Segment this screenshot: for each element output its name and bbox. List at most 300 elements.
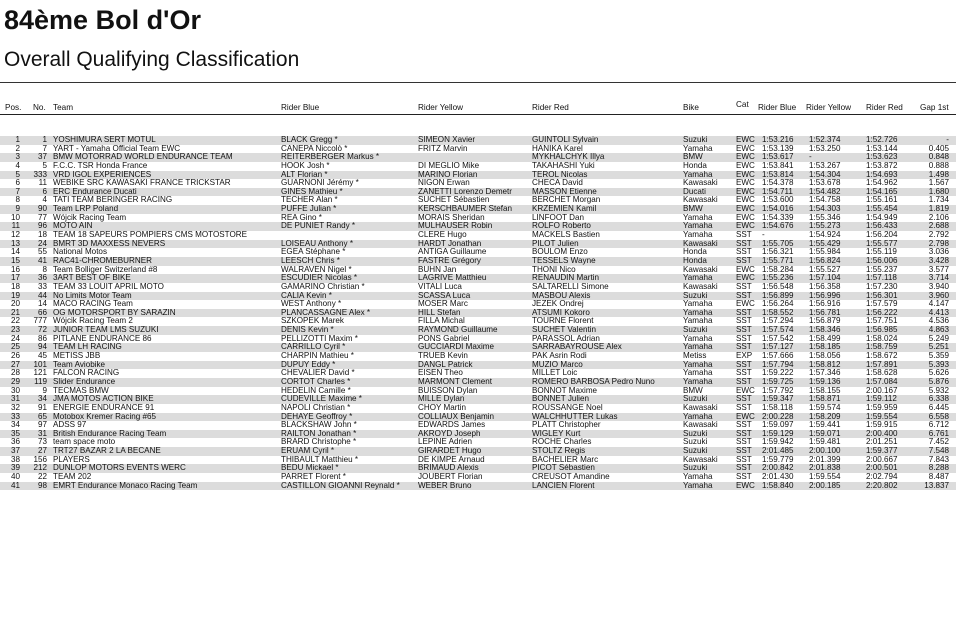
cell-time-blue: 2:00.228	[762, 412, 794, 421]
cell-bike: Yamaha	[683, 334, 713, 343]
cell-rider-yellow: BUISSON Dylan	[418, 386, 478, 395]
cell-rider-blue: HEDELIN Camille *	[281, 386, 351, 395]
cell-category: SST	[736, 317, 752, 326]
cell-number: 37	[37, 153, 47, 162]
cell-team: F.C.C. TSR Honda France	[53, 161, 148, 170]
cell-gap: 6.338	[928, 395, 949, 404]
cell-rider-red: GUINTOLI Sylvain	[532, 136, 599, 144]
cell-time-yellow: 1:58.209	[809, 412, 841, 421]
cell-number: 5	[42, 161, 47, 170]
cell-category: SST	[736, 403, 752, 412]
cell-time-yellow: 1:54.924	[809, 231, 841, 240]
title-divider	[0, 82, 956, 83]
cell-gap: 5.626	[928, 369, 949, 378]
cell-bike: Yamaha	[683, 481, 713, 490]
cell-category: SST	[736, 472, 752, 481]
cell-rider-blue: BEDU Mickael *	[281, 464, 339, 473]
cell-number: 55	[37, 248, 47, 257]
cell-time-yellow: 1:56.996	[809, 291, 841, 300]
cell-team: TEAM 33 LOUIT APRIL MOTO	[53, 282, 164, 291]
table-row	[0, 292, 956, 301]
cell-time-yellow: 1:55.273	[809, 222, 841, 231]
cell-pos: 36	[10, 438, 20, 447]
cell-bike: Yamaha	[683, 412, 713, 421]
cell-pos: 30	[10, 386, 20, 395]
cell-rider-blue: NAPOLI Christian *	[281, 403, 351, 412]
cell-category: EWC	[736, 274, 755, 283]
cell-number: 6	[42, 187, 47, 196]
cell-rider-red: BACHELIER Marc	[532, 455, 599, 464]
cell-rider-yellow: BÜHN Jan	[418, 265, 457, 274]
cell-rider-blue: THIBAULT Matthieu *	[281, 455, 359, 464]
header-divider	[0, 114, 956, 115]
cell-time-blue: 1:53.814	[762, 170, 794, 179]
cell-rider-blue: RAILTON Jonathan *	[281, 429, 357, 438]
cell-team: PLAYERS	[53, 455, 90, 464]
cell-time-yellow: 1:56.879	[809, 317, 841, 326]
cell-rider-blue: CHEVALIER David *	[281, 369, 355, 378]
cell-team: TEAM 202	[53, 472, 92, 481]
cell-number: 8	[42, 265, 47, 274]
cell-pos: 5	[15, 170, 20, 179]
cell-rider-blue: CALIA Kevin *	[281, 291, 332, 300]
cell-time-blue: -	[762, 231, 765, 240]
cell-time-yellow: 1:52.374	[809, 136, 841, 144]
cell-time-yellow: 1:58.346	[809, 326, 841, 335]
cell-time-yellow: 1:53.678	[809, 179, 841, 188]
cell-rider-red: SUCHET Valentin	[532, 326, 597, 335]
cell-rider-blue: BLACKSHAW John *	[281, 421, 357, 430]
cell-bike: Yamaha	[683, 360, 713, 369]
cell-pos: 41	[10, 481, 20, 490]
cell-category: EWC	[736, 205, 755, 214]
cell-number: 91	[37, 403, 47, 412]
cell-time-red: 2:00.400	[866, 429, 898, 438]
cell-rider-yellow: HARDT Jonathan	[418, 239, 482, 248]
cell-gap: 13.837	[924, 481, 949, 490]
cell-rider-red: ROMERO BARBOSA Pedro Nuno	[532, 377, 655, 386]
cell-rider-yellow: WEBER Bruno	[418, 481, 472, 490]
cell-time-yellow: 1:57.104	[809, 274, 841, 283]
cell-number: 9	[42, 386, 47, 395]
table-row	[0, 309, 956, 318]
cell-pos: 32	[10, 403, 20, 412]
cell-rider-yellow: DE KIMPE Arnaud	[418, 455, 485, 464]
cell-pos: 34	[10, 421, 20, 430]
cell-rider-yellow: AKROYD Joseph	[418, 429, 481, 438]
cell-category: SST	[736, 282, 752, 291]
cell-pos: 11	[11, 222, 20, 231]
cell-rider-blue: SZKOPEK Marek	[281, 317, 344, 326]
cell-pos: 37	[10, 447, 20, 456]
cell-time-yellow: 1:55.527	[809, 265, 841, 274]
cell-rider-red: TEROL Nicolas	[532, 170, 588, 179]
cell-time-yellow: 1:54.304	[809, 170, 841, 179]
cell-category: SST	[736, 360, 752, 369]
cell-gap: 5.393	[928, 360, 949, 369]
cell-rider-yellow: DI MEGLIO Mike	[418, 161, 480, 170]
cell-time-yellow: 1:56.824	[809, 256, 841, 265]
cell-bike: Yamaha	[683, 170, 713, 179]
cell-time-red: 2:01.251	[866, 438, 898, 447]
table-row	[0, 335, 956, 344]
cell-bike: Kawasaki	[683, 196, 718, 205]
table-row	[0, 145, 956, 154]
cell-category: EWC	[736, 144, 755, 153]
cell-rider-red: TESSELS Wayne	[532, 256, 596, 265]
cell-rider-red: MUZIO Marco	[532, 360, 583, 369]
cell-time-yellow: 1:59.071	[809, 429, 841, 438]
cell-category: SST	[736, 239, 752, 248]
cell-time-yellow: 2:00.100	[809, 447, 841, 456]
cell-time-yellow: 1:58.871	[809, 395, 841, 404]
cell-team: METISS JBB	[53, 352, 101, 361]
cell-team: team space moto	[53, 438, 116, 447]
cell-team: YART - Yamaha Official Team EWC	[53, 144, 181, 153]
table-row	[0, 473, 956, 482]
cell-pos: 15	[10, 256, 20, 265]
cell-time-blue: 2:01.485	[762, 447, 794, 456]
cell-time-blue: 1:57.294	[762, 317, 794, 326]
cell-category: SST	[736, 334, 752, 343]
header-cat: Cat	[736, 100, 749, 109]
cell-gap: 2.688	[928, 222, 949, 231]
cell-pos: 18	[10, 282, 20, 291]
cell-gap: 5.359	[928, 352, 949, 361]
cell-number: 36	[37, 274, 47, 283]
cell-rider-red: LANCIEN Florent	[532, 481, 595, 490]
table-row	[0, 343, 956, 352]
cell-pos: 27	[10, 360, 20, 369]
cell-rider-blue: PARRET Florent *	[281, 472, 346, 481]
cell-rider-red: CHECA David	[532, 179, 583, 188]
cell-time-yellow: 1:54.482	[809, 187, 841, 196]
cell-gap: 3.428	[928, 256, 949, 265]
cell-rider-red: TAKAHASHI Yuki	[532, 161, 595, 170]
cell-rider-red: MILLET Loic	[532, 369, 578, 378]
cell-rider-yellow: LEPINE Adrien	[418, 438, 472, 447]
cell-rider-red: BONNET Julien	[532, 395, 589, 404]
cell-rider-red: ROCHE Charles	[532, 438, 592, 447]
cell-time-blue: 1:54.676	[762, 222, 794, 231]
cell-category: SST	[736, 231, 752, 240]
table-row	[0, 447, 956, 456]
cell-team: TRT27 BAZAR 2 LA BECANE	[53, 447, 161, 456]
table-row	[0, 438, 956, 447]
cell-number: 156	[33, 455, 47, 464]
cell-gap: 2.798	[928, 239, 949, 248]
cell-pos: 17	[10, 274, 20, 283]
cell-team: No Limits Motor Team	[53, 291, 132, 300]
cell-number: 98	[37, 481, 47, 490]
cell-number: 73	[37, 438, 47, 447]
cell-time-red: 1:55.161	[866, 196, 898, 205]
cell-category: EWC	[736, 412, 755, 421]
cell-team: PITLANE ENDURANCE 86	[53, 334, 152, 343]
cell-time-red: 2:00.667	[866, 455, 898, 464]
cell-bike: Yamaha	[683, 377, 713, 386]
cell-bike: Kawasaki	[683, 179, 718, 188]
cell-time-red: 1:59.959	[866, 403, 898, 412]
cell-bike: Yamaha	[683, 369, 713, 378]
header-rider-red: Rider Red	[532, 103, 569, 112]
cell-gap: 5.251	[928, 343, 949, 352]
cell-time-blue: 1:57.794	[762, 360, 794, 369]
cell-number: 14	[37, 300, 47, 309]
cell-time-yellow: 1:54.758	[809, 196, 841, 205]
cell-rider-yellow: LAGRIVE Matthieu	[418, 274, 487, 283]
cell-number: 45	[37, 352, 47, 361]
cell-time-blue: 1:57.792	[762, 386, 794, 395]
cell-gap: 4.413	[928, 308, 949, 317]
cell-rider-blue: REA Gino *	[281, 213, 322, 222]
cell-number: 4	[42, 196, 47, 205]
cell-category: SST	[736, 395, 752, 404]
cell-number: 94	[37, 343, 47, 352]
cell-time-blue: 1:56.264	[762, 300, 794, 309]
cell-category: SST	[736, 421, 752, 430]
cell-bike: Suzuki	[683, 395, 708, 404]
cell-rider-red: ROLFO Roberto	[532, 222, 591, 231]
cell-pos: 14	[10, 248, 20, 257]
cell-time-blue: 1:54.016	[762, 205, 794, 214]
page-subtitle: Overall Qualifying Classification	[4, 48, 300, 71]
header-bike: Bike	[683, 103, 699, 112]
cell-gap: 5.932	[928, 386, 949, 395]
cell-time-red: 1:55.577	[866, 239, 898, 248]
cell-gap: 0.888	[928, 161, 949, 170]
cell-time-yellow: 1:55.984	[809, 248, 841, 257]
table-row	[0, 240, 956, 249]
cell-time-red: 1:57.118	[866, 274, 897, 283]
cell-rider-yellow: TRUEB Kevin	[418, 352, 468, 361]
cell-pos: 6	[15, 179, 20, 188]
cell-time-blue: 1:57.574	[762, 326, 794, 335]
table-row	[0, 387, 956, 396]
cell-number: 212	[33, 464, 47, 473]
cell-time-yellow: -	[809, 153, 812, 162]
page-title: 84ème Bol d'Or	[4, 5, 201, 35]
table-row	[0, 326, 956, 335]
cell-number: 1	[42, 136, 47, 144]
cell-rider-blue: ESCUDIER Nicolas *	[281, 274, 358, 283]
cell-rider-red: ROUSSANGE Noel	[532, 403, 603, 412]
cell-team: British Endurance Racing Team	[53, 429, 167, 438]
cell-time-yellow: 1:56.781	[809, 308, 841, 317]
cell-time-blue: 1:58.840	[762, 481, 794, 490]
cell-team: TEAM 18 SAPEURS POMPIERS CMS MOTOSTORE	[53, 231, 247, 240]
cell-category: SST	[736, 377, 752, 386]
cell-pos: 24	[10, 334, 20, 343]
cell-team: MOTO AIN	[53, 222, 93, 231]
header-no: No.	[33, 103, 46, 112]
cell-team: JMA MOTOS ACTION BIKE	[53, 395, 154, 404]
cell-category: EWC	[736, 386, 755, 395]
cell-time-yellow: 1:55.429	[809, 239, 841, 248]
cell-time-red: 2:00.167	[866, 386, 898, 395]
table-row	[0, 404, 956, 413]
cell-category: SST	[736, 248, 752, 257]
cell-category: SST	[736, 455, 752, 464]
cell-time-red: 1:55.119	[866, 248, 897, 257]
cell-team: VRD IGOL EXPÉRIENCES	[53, 170, 152, 179]
table-row	[0, 300, 956, 309]
cell-rider-red: STOLTZ Regis	[532, 447, 586, 456]
cell-number: 7	[42, 144, 47, 153]
cell-pos: 12	[10, 231, 20, 240]
table-row	[0, 205, 956, 214]
cell-rider-blue: CORTOT Charles *	[281, 377, 351, 386]
cell-gap: 7.843	[928, 455, 949, 464]
table-row	[0, 179, 956, 188]
cell-time-red: 1:56.204	[866, 231, 898, 240]
cell-pos: 25	[10, 343, 20, 352]
cell-rider-blue: DENIS Kevin *	[281, 326, 334, 335]
cell-rider-yellow: DANGL Patrick	[418, 360, 473, 369]
cell-team: BMRT 3D MAXXESS NEVERS	[53, 239, 166, 248]
cell-rider-yellow: RAYMOND Guillaume	[418, 326, 498, 335]
cell-gap: 2.106	[928, 213, 949, 222]
cell-rider-red: PLATT Christopher	[532, 421, 601, 430]
table-row	[0, 413, 956, 422]
cell-time-yellow: 2:00.185	[809, 481, 841, 490]
cell-bike: Suzuki	[683, 291, 708, 300]
cell-team: MACO RACING Team	[53, 300, 133, 309]
table-row	[0, 274, 956, 283]
cell-rider-red: MYKHALCHYK Illya	[532, 153, 605, 162]
cell-bike: Honda	[683, 161, 707, 170]
cell-bike: Honda	[683, 256, 707, 265]
cell-team: ADSS 97	[53, 421, 87, 430]
table-row	[0, 153, 956, 162]
cell-time-blue: 2:00.842	[762, 464, 794, 473]
cell-gap: 2.792	[928, 231, 949, 240]
cell-rider-blue: REITERBERGER Markus *	[281, 153, 380, 162]
table-row	[0, 231, 956, 240]
cell-rider-yellow: MOSER Marc	[418, 300, 468, 309]
header-time-blue: Rider Blue	[758, 103, 797, 112]
cell-time-yellow: 1:54.303	[809, 205, 841, 214]
cell-rider-yellow: CHOY Martin	[418, 403, 466, 412]
cell-number: 119	[34, 377, 47, 386]
cell-rider-blue: TECHER Alan *	[281, 196, 338, 205]
cell-rider-blue: BRARD Christophe *	[281, 438, 357, 447]
cell-rider-yellow: EISEN Theo	[418, 369, 463, 378]
cell-gap: 1.567	[928, 179, 949, 188]
cell-time-yellow: 1:59.574	[809, 403, 841, 412]
cell-rider-red: MASBOU Alexis	[532, 291, 591, 300]
cell-time-red: 1:57.891	[866, 360, 898, 369]
cell-time-blue: 1:59.942	[762, 438, 794, 447]
cell-number: 18	[37, 231, 47, 240]
cell-pos: 10	[10, 213, 20, 222]
cell-rider-blue: WALRAVEN Nigel *	[281, 265, 352, 274]
cell-time-red: 1:54.693	[866, 170, 898, 179]
cell-rider-blue: PUFFE Julian *	[281, 205, 337, 214]
cell-time-yellow: 1:59.481	[809, 438, 841, 447]
cell-category: EWC	[736, 481, 755, 490]
table-row	[0, 196, 956, 205]
cell-category: EWC	[736, 153, 755, 162]
cell-number: 24	[37, 239, 47, 248]
cell-number: 34	[37, 395, 47, 404]
cell-rider-red: PAK Asrin Rodi	[532, 352, 587, 361]
cell-bike: BMW	[683, 386, 703, 395]
cell-gap: 1.819	[928, 205, 949, 214]
cell-number: 33	[37, 282, 47, 291]
cell-time-blue: 1:59.097	[762, 421, 794, 430]
cell-time-red: 1:56.006	[866, 256, 898, 265]
cell-rider-red: TOURNE Florent	[532, 317, 594, 326]
cell-time-red: 1:54.165	[866, 187, 898, 196]
cell-bike: Suzuki	[683, 447, 708, 456]
cell-rider-yellow: PONS Gabriel	[418, 334, 470, 343]
cell-bike: Yamaha	[683, 231, 713, 240]
cell-time-blue: 1:57.127	[762, 343, 794, 352]
table-row	[0, 456, 956, 465]
cell-bike: Suzuki	[683, 438, 708, 447]
cell-pos: 20	[10, 300, 20, 309]
cell-rider-red: SALTARELLI Simone	[532, 282, 609, 291]
cell-category: EWC	[736, 161, 755, 170]
cell-bike: Suzuki	[683, 326, 708, 335]
table-row	[0, 395, 956, 404]
cell-pos: 33	[10, 412, 20, 421]
cell-time-red: 1:52.726	[866, 136, 898, 144]
header-gap: Gap 1st	[920, 103, 949, 112]
cell-rider-blue: ERUAM Cyril *	[281, 447, 335, 456]
cell-category: EWC	[736, 179, 755, 188]
cell-bike: BMW	[683, 153, 703, 162]
cell-bike: Yamaha	[683, 317, 713, 326]
cell-bike: Yamaha	[683, 144, 713, 153]
header-pos: Pos.	[5, 103, 22, 112]
header-rider-yellow: Rider Yellow	[418, 103, 464, 112]
cell-time-red: 1:55.454	[866, 205, 898, 214]
cell-time-red: 2:02.794	[866, 472, 898, 481]
cell-time-red: 1:59.112	[866, 395, 897, 404]
cell-pos: 3	[15, 153, 20, 162]
cell-time-yellow: 1:56.358	[809, 282, 841, 291]
cell-category: EWC	[736, 213, 755, 222]
cell-gap: 0.848	[928, 153, 949, 162]
cell-gap: 8.487	[928, 472, 949, 481]
cell-rider-blue: CARRILLO Cyril *	[281, 343, 346, 352]
cell-bike: Yamaha	[683, 274, 713, 283]
cell-team: OG MOTORSPORT BY SARAZIN	[53, 308, 176, 317]
cell-time-blue: 1:59.725	[762, 377, 794, 386]
cell-pos: 8	[15, 196, 20, 205]
cell-rider-blue: DEHAYE Geoffroy *	[281, 412, 353, 421]
cell-gap: 3.940	[928, 282, 949, 291]
cell-time-yellow: 1:56.916	[809, 300, 841, 309]
cell-time-red: 1:59.377	[866, 447, 898, 456]
cell-rider-blue: GUARNONI Jérémy *	[281, 179, 359, 188]
cell-pos: 13	[10, 239, 20, 248]
table-row	[0, 352, 956, 361]
cell-number: 121	[33, 369, 47, 378]
cell-time-blue: 1:56.548	[762, 282, 794, 291]
cell-gap: 1.498	[928, 170, 949, 179]
cell-team: Team LRP Poland	[53, 205, 119, 214]
cell-time-blue: 1:53.617	[762, 153, 794, 162]
cell-rider-blue: DUPUY Eddy *	[281, 360, 336, 369]
cell-team: EMRT Endurance Monaco Racing Team	[53, 481, 198, 490]
cell-category: SST	[736, 326, 752, 335]
cell-rider-red: PARASSOL Adrian	[532, 334, 600, 343]
cell-team: Team Aviobike	[53, 360, 106, 369]
cell-gap: 3.714	[928, 274, 949, 283]
